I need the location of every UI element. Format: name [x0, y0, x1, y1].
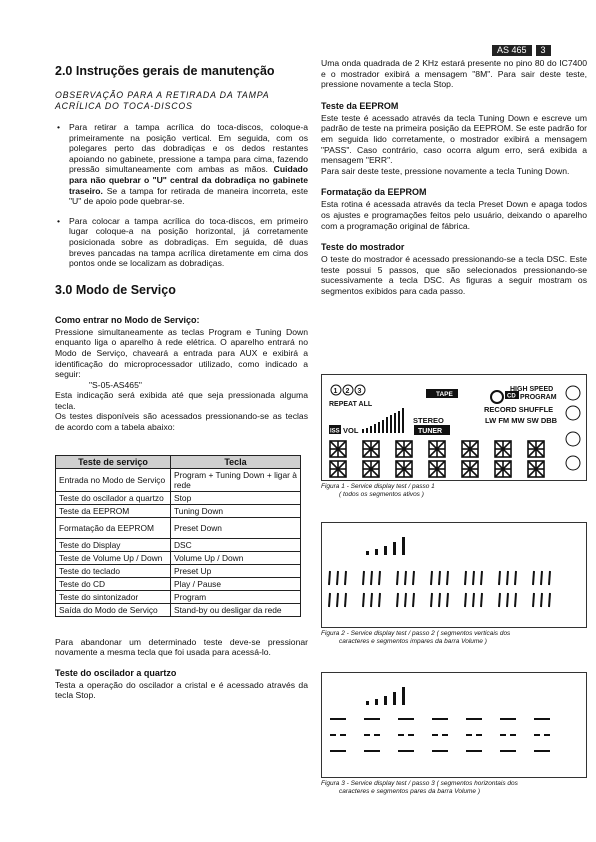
- segment-vertical: [397, 593, 398, 607]
- eeprom-format-text: Esta rotina é acessada através da tecla Preset Down e apaga todos os ajustes e programações feitos pelo usuário, deixando o aparelho com a programação original de fábrica.: [321, 199, 587, 231]
- segment-vertical: [473, 593, 474, 607]
- segment-vertical: [363, 571, 364, 585]
- lcd-digit: 1: [333, 388, 338, 395]
- lcd-segments-graphic: [322, 375, 586, 480]
- lcd-character: [330, 461, 346, 477]
- volume-segment: [384, 546, 387, 555]
- lcd-display-all-segments: [321, 374, 587, 481]
- micro-id-code: "S-05-AS465": [89, 379, 142, 390]
- table-row: [56, 491, 301, 504]
- lcd-character: [363, 441, 379, 457]
- lcd-character: [462, 461, 478, 477]
- table-row: [56, 564, 301, 577]
- table-cell: Teste do Display: [56, 538, 171, 551]
- lcd-label: VOL: [343, 426, 359, 435]
- gear-icon: [566, 386, 580, 400]
- lcd-character-row: [330, 441, 544, 477]
- segment-vertical: [549, 593, 550, 607]
- lcd-label: TUNER: [418, 428, 443, 435]
- caption-line: Figura 1 - Service display test / passo 1: [321, 483, 435, 490]
- lcd-label: RECORD SHUFFLE: [484, 405, 554, 414]
- segment-vertical: [507, 571, 508, 585]
- cd-disc-icon: [491, 391, 503, 403]
- table-cell: Teste do sintonizador: [56, 590, 171, 603]
- volume-bar: [362, 408, 404, 433]
- lcd-character: [330, 441, 346, 457]
- figure-2-caption: [321, 630, 587, 646]
- instructions-list: [55, 122, 308, 269]
- lcd-character: [329, 571, 346, 585]
- table-cell: Tuning Down: [171, 504, 301, 517]
- table-row: [56, 504, 301, 517]
- volume-segment: [402, 687, 405, 705]
- lcd-character: [431, 571, 448, 585]
- bullet-text: Para retirar a tampa acrílica do toca-discos, coloque-a primeiramente na posição vertical. Em seguida, com os polegares perto das dobradiças e os dedos restantes apoiando no gabinete, pressione a tampa para cima, fazendo pressão simultaneamente com ambas as mãos.: [69, 122, 308, 175]
- segment-vertical: [447, 593, 448, 607]
- table-cell: Saída do Modo de Serviço: [56, 603, 171, 616]
- display-test-text: O teste do mostrador é acessado pressionando-se a tecla DSC. Este teste possui 5 passos, que são selecionados pressionando-se sucessivamente a tecla DSC. As figuras a seguir mostram os segmentos exibidos para cada passo.: [321, 254, 587, 296]
- segment-vertical: [405, 593, 406, 607]
- lcd-character-rows: [330, 719, 550, 751]
- table-row: [56, 551, 301, 564]
- segment-vertical: [363, 593, 364, 607]
- volume-segment: [393, 692, 396, 705]
- eeprom-test-title: Teste da EEPROM: [321, 100, 399, 111]
- figure-1-caption: [321, 483, 587, 499]
- table-cell: Stop: [171, 491, 301, 504]
- table-cell: Entrada no Modo de Serviço: [56, 468, 171, 491]
- table-row: [56, 468, 301, 491]
- lcd-segments-graphic: [322, 673, 586, 777]
- caption-line: caracteres e segmentos pares da barra Volume ): [339, 788, 481, 795]
- segment-vertical: [337, 571, 338, 585]
- segment-vertical: [329, 593, 330, 607]
- table-row: [56, 603, 301, 616]
- lcd-label: TAPE: [436, 391, 453, 398]
- timer-icon: [566, 406, 580, 420]
- segment-vertical: [499, 571, 500, 585]
- table-cell: DSC: [171, 538, 301, 551]
- bullet-text: Se a tampa for retirada de maneira incorreta, este "U" de apoio pode quebrar-se.: [69, 185, 308, 207]
- table-row: [56, 517, 301, 538]
- figure-2: [321, 522, 587, 646]
- lcd-character: [397, 593, 414, 607]
- table-header-row: [56, 455, 301, 468]
- enter-service-text: Pressione simultaneamente as teclas Program e Tuning Down enquanto liga o aparelho à rede elétrica. O aparelho entrará no Modo de Serviço, chaveará a entrada para AUX e exibirá a identificação do microprocessador utilizado, como indicado a seguir:: [55, 326, 308, 380]
- right-column: [321, 58, 587, 297]
- enter-service-title: Como entrar no Modo de Serviço:: [55, 314, 200, 325]
- abandon-test-text: Para abandonar um determinado teste deve-se pressionar novamente a mesma tecla que foi usada para acessá-lo.: [55, 636, 308, 658]
- segment-vertical: [541, 593, 542, 607]
- left-column: [55, 58, 308, 701]
- lcd-character: [363, 461, 379, 477]
- segment-vertical: [481, 593, 482, 607]
- segment-vertical: [481, 571, 482, 585]
- volume-segment: [375, 699, 378, 705]
- segment-vertical: [405, 571, 406, 585]
- table-cell: Program: [171, 590, 301, 603]
- service-tests-table: [55, 455, 301, 617]
- segment-vertical: [439, 593, 440, 607]
- segment-vertical: [329, 571, 330, 585]
- volume-segment: [384, 696, 387, 705]
- table-header-test: Teste de serviço: [56, 455, 171, 468]
- display-test-title: Teste do mostrador: [321, 242, 405, 253]
- table-cell: Teste da EEPROM: [56, 504, 171, 517]
- lcd-character: [495, 441, 511, 457]
- lcd-character: [499, 571, 516, 585]
- section-3-title: 3.0 Modo de Serviço: [55, 282, 176, 297]
- segment-vertical: [549, 571, 550, 585]
- segment-vertical: [439, 571, 440, 585]
- table-header-key: Tecla: [171, 455, 301, 468]
- caption-line: ( todos os segmentos ativos ): [339, 491, 424, 498]
- display-until-text: Esta indicação será exibida até que seja pressionada alguma tecla.: [55, 390, 308, 411]
- section-2-subtitle: OBSERVAÇÃO PARA A RETIRADA DA TAMPA ACRÍLICA DO TOCA-DISCOS: [55, 90, 270, 111]
- volume-segment: [393, 542, 396, 555]
- lcd-character: [431, 593, 448, 607]
- segment-vertical: [379, 593, 380, 607]
- table-cell: Volume Up / Down: [171, 551, 301, 564]
- volume-bar-even: [366, 687, 405, 705]
- lcd-character: [397, 571, 414, 585]
- lcd-character: [329, 593, 346, 607]
- lcd-character: [495, 461, 511, 477]
- segment-vertical: [431, 593, 432, 607]
- lcd-character: [363, 593, 380, 607]
- table-cell: Teste do teclado: [56, 564, 171, 577]
- segment-vertical: [515, 593, 516, 607]
- segment-vertical: [465, 593, 466, 607]
- lcd-character: [528, 461, 544, 477]
- segment-vertical: [465, 571, 466, 585]
- volume-segment: [366, 701, 369, 705]
- segment-vertical: [345, 593, 346, 607]
- segment-vertical: [533, 593, 534, 607]
- page-number: 3: [536, 45, 551, 56]
- table-cell: Teste do oscilador a quartzo: [56, 491, 171, 504]
- segment-vertical: [371, 571, 372, 585]
- segment-vertical: [345, 571, 346, 585]
- segment-vertical: [337, 593, 338, 607]
- list-item: • Para colocar a tampa acrílica do toca-discos, em primeiro lugar coloque-a na posição horizontal, já corretamente posicionada sobre as dobradiças. Em seguida, dê duas breves pancadas na tampa acrílica diretamente em cima dos pontos onde se localizam as dobradiças.: [69, 216, 308, 269]
- eeprom-exit-text: Para sair deste teste, pressione novamente a tecla Tuning Down.: [321, 165, 570, 176]
- segment-vertical: [541, 571, 542, 585]
- lcd-display-horizontal-segments: [321, 672, 587, 778]
- lcd-character: [533, 593, 550, 607]
- segment-vertical: [507, 593, 508, 607]
- lcd-label: CD: [507, 393, 516, 400]
- page-header: [492, 45, 551, 56]
- lcd-character: [465, 593, 482, 607]
- eeprom-format-title: Formatação da EEPROM: [321, 187, 427, 198]
- table-row: [56, 590, 301, 603]
- warning-text: Cuidado para não quebrar o "U" central da dobradiça no gabinete traseiro.: [69, 164, 308, 196]
- lcd-character: [462, 441, 478, 457]
- table-row: [56, 577, 301, 590]
- segment-vertical: [371, 593, 372, 607]
- lcd-label: ISS: [330, 428, 340, 435]
- segment-vertical: [473, 571, 474, 585]
- lcd-label: REPEAT ALL: [329, 401, 373, 408]
- segment-vertical: [533, 571, 534, 585]
- volume-segment: [402, 537, 405, 555]
- volume-bar-odd: [366, 537, 405, 555]
- lcd-label: PROGRAM: [520, 394, 557, 401]
- list-item: [69, 122, 308, 207]
- table-cell: Program + Tuning Down + ligar à rede: [171, 468, 301, 491]
- oscillator-test-title: Teste do oscilador a quartzo: [55, 667, 177, 678]
- lcd-character: [499, 593, 516, 607]
- lcd-digit: 2: [345, 388, 350, 395]
- table-cell: Teste de Volume Up / Down: [56, 551, 171, 564]
- lcd-character: [396, 441, 412, 457]
- table-cell: Stand-by ou desligar da rede: [171, 603, 301, 616]
- lcd-character: [429, 461, 445, 477]
- segment-vertical: [431, 571, 432, 585]
- segment-vertical: [515, 571, 516, 585]
- lcd-character-rows: [329, 571, 550, 607]
- lcd-character: [363, 571, 380, 585]
- caption-line: Figura 2 - Service display test / passo 2 ( segmentos verticais dos: [321, 630, 511, 637]
- segment-vertical: [499, 593, 500, 607]
- lcd-character: [528, 441, 544, 457]
- table-row: [56, 538, 301, 551]
- music-icon: [566, 456, 580, 470]
- lcd-character: [396, 461, 412, 477]
- table-cell: Teste do CD: [56, 577, 171, 590]
- segment-vertical: [413, 593, 414, 607]
- figure-1: [321, 374, 587, 499]
- figure-3: [321, 672, 587, 796]
- segment-vertical: [447, 571, 448, 585]
- lcd-label: STEREO: [413, 416, 444, 425]
- lcd-digit: 3: [357, 388, 362, 395]
- lcd-label: HIGH SPEED: [510, 386, 554, 393]
- segment-vertical: [379, 571, 380, 585]
- lcd-segments-graphic: [322, 523, 586, 627]
- lcd-character: [533, 571, 550, 585]
- lcd-display-vertical-segments: [321, 522, 587, 628]
- table-cell: Play / Pause: [171, 577, 301, 590]
- eeprom-test-text: Este teste é acessado através da tecla Tuning Down e escreve um padrão de teste na primeira posição da EEPROM. Se este padrão for em seguida lido corretamente, o mostrador exibirá a mensagem "PASS". Caso contrário, caso ocorra algum erro, será exibida a mensagem "ERR".: [321, 112, 587, 166]
- segment-vertical: [397, 571, 398, 585]
- figure-3-caption: [321, 780, 587, 796]
- model-badge: AS 465: [492, 45, 532, 56]
- caption-line: Figura 3 - Service display test / passo 3 ( segmentos horizontais dos: [321, 780, 518, 787]
- oscillator-continued-text: Uma onda quadrada de 2 KHz estará presente no pino 80 do IC7400 e o mostrador exibirá a mensagem "8M". Para sair deste teste, pressione novamente a tecla Stop.: [321, 58, 587, 90]
- section-2-title: 2.0 Instruções gerais de manutenção: [55, 64, 275, 78]
- table-cell: Formatação da EEPROM: [56, 517, 171, 538]
- segment-vertical: [413, 571, 414, 585]
- lcd-label: LW FM MW SW DBB: [485, 416, 558, 425]
- lcd-character: [465, 571, 482, 585]
- lcd-character: [429, 441, 445, 457]
- table-cell: Preset Up: [171, 564, 301, 577]
- guitar-icon: [566, 432, 580, 446]
- volume-segment: [366, 551, 369, 555]
- table-cell: Preset Down: [171, 517, 301, 538]
- tests-available-text: Os testes disponíveis são acessados pressionando-se as teclas de acordo com a tabela abaixo:: [55, 411, 308, 433]
- volume-segment: [375, 549, 378, 555]
- caption-line: caracteres e segmentos impares da barra Volume ): [339, 638, 487, 645]
- oscillator-test-text: Testa a operação do oscilador a cristal e é acessado através da tecla Stop.: [55, 679, 308, 701]
